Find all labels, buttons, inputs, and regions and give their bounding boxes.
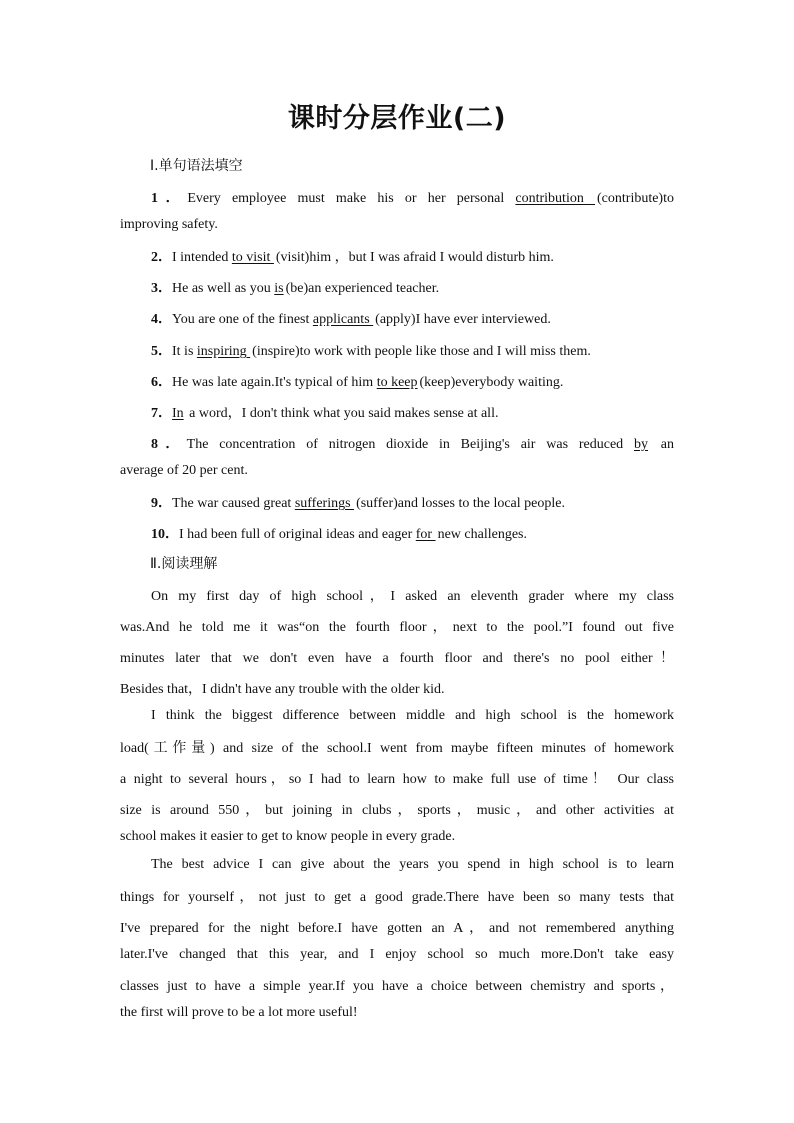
item-number: 8．: [151, 437, 187, 452]
passage-line: things for yourself，not just to get a good grade.There have been so many tests that: [120, 890, 674, 905]
item-answer: is: [274, 281, 284, 296]
item-answer: contribution: [515, 191, 596, 206]
item-answer: for: [415, 527, 436, 542]
item-text-post: (keep)everybody waiting.: [419, 375, 564, 390]
item-text-post: (contribute)to: [597, 191, 674, 206]
exercise-item-2: [151, 246, 674, 266]
item-number: 3．: [151, 281, 172, 296]
item-text-pre: You are one of the finest: [172, 312, 313, 327]
passage-line: school makes it easier to get to know people in every grade.: [120, 829, 456, 844]
item-text-pre: I intended: [172, 250, 232, 265]
item-text-pre: Every employee must make his or her personal: [187, 191, 516, 206]
item-number: 2．: [151, 250, 172, 265]
exercise-item-1-continued: improving safety.: [120, 217, 218, 232]
passage-line: later.I've changed that this year, and I enjoy school so much more.Don't take easy: [120, 947, 674, 962]
exercise-item-6: [151, 371, 674, 391]
passage-line: I've prepared for the night before.I have gotten an A，and not remembered anything: [120, 921, 674, 936]
item-text-post: new challenges.: [437, 527, 527, 542]
item-text-post: (apply)I have ever interviewed.: [375, 312, 551, 327]
item-text-post: a word，I don't think what you said makes sense at all.: [185, 406, 499, 421]
exercise-item-8-continued: average of 20 per cent.: [120, 463, 248, 478]
item-text-post: (suffer)and losses to the local people.: [356, 496, 565, 511]
passage-line: size is around 550，but joining in clubs，sports，music，and other activities at: [120, 803, 674, 818]
exercise-item-9: [151, 492, 674, 512]
passage-line: was.And he told me it was“on the fourth floor，next to the pool.”I found out five: [120, 620, 674, 635]
section-heading-reading: Ⅱ.阅读理解: [150, 556, 218, 572]
item-number: 5．: [151, 344, 172, 359]
item-answer: to visit: [231, 250, 274, 265]
item-text-post: an: [649, 437, 675, 452]
item-text-post: (be)an experienced teacher.: [285, 281, 440, 296]
passage-line: I think the biggest difference between middle and high school is the homework: [151, 708, 674, 723]
passage-line: load(工作量) and size of the school.I went from maybe fifteen minutes of homework: [120, 741, 674, 756]
exercise-item-8: [151, 433, 674, 453]
passage-line: Besides that，I didn't have any trouble with the older kid.: [120, 682, 445, 697]
item-answer: to keep: [376, 375, 418, 390]
exercise-item-5: [151, 340, 674, 360]
passage-line: a night to several hours，so I had to learn how to make full use of time！ Our class: [120, 772, 674, 787]
item-number: 4．: [151, 312, 172, 327]
item-answer: In: [172, 406, 184, 421]
item-text-pre: The war caused great: [172, 496, 295, 511]
page-title: 课时分层作业(二): [287, 103, 507, 134]
item-text-pre: He was late again.It's typical of him: [172, 375, 377, 390]
exercise-item-3: [151, 277, 674, 297]
item-text-post: (visit)him ，but I was afraid I would disturb him.: [275, 250, 554, 265]
passage-line: minutes later that we don't even have a fourth floor and there's no pool either！: [120, 651, 674, 666]
item-text-post: (inspire)to work with people like those and I will miss them.: [252, 344, 591, 359]
item-text-pre: I had been full of original ideas and eager: [179, 527, 416, 542]
exercise-item-7: [151, 402, 674, 422]
item-text-pre: It is: [172, 344, 197, 359]
item-text-pre: He as well as you: [172, 281, 275, 296]
exercise-item-1: [151, 187, 674, 207]
item-answer: by: [633, 437, 648, 452]
item-answer: applicants: [312, 312, 374, 327]
item-number: 7．: [151, 406, 172, 421]
item-number: 1．: [151, 191, 188, 206]
section-heading-grammar: Ⅰ.单句语法填空: [150, 158, 243, 174]
passage-line: classes just to have a simple year.If you have a choice between chemistry and sports，: [120, 979, 674, 994]
item-number: 9．: [151, 496, 172, 511]
exercise-item-4: [151, 308, 674, 328]
passage-line: The best advice I can give about the years you spend in high school is to learn: [151, 857, 674, 872]
exercise-item-10: [151, 523, 674, 543]
item-number: 6．: [151, 375, 172, 390]
item-answer: inspiring: [196, 344, 251, 359]
passage-line: the first will prove to be a lot more useful!: [120, 1005, 358, 1020]
passage-line: On my first day of high school，I asked an eleventh grader where my class: [151, 589, 674, 604]
item-number: 10．: [151, 527, 179, 542]
item-answer: sufferings: [294, 496, 355, 511]
item-text-pre: The concentration of nitrogen dioxide in Beijing's air was reduced: [186, 437, 634, 452]
